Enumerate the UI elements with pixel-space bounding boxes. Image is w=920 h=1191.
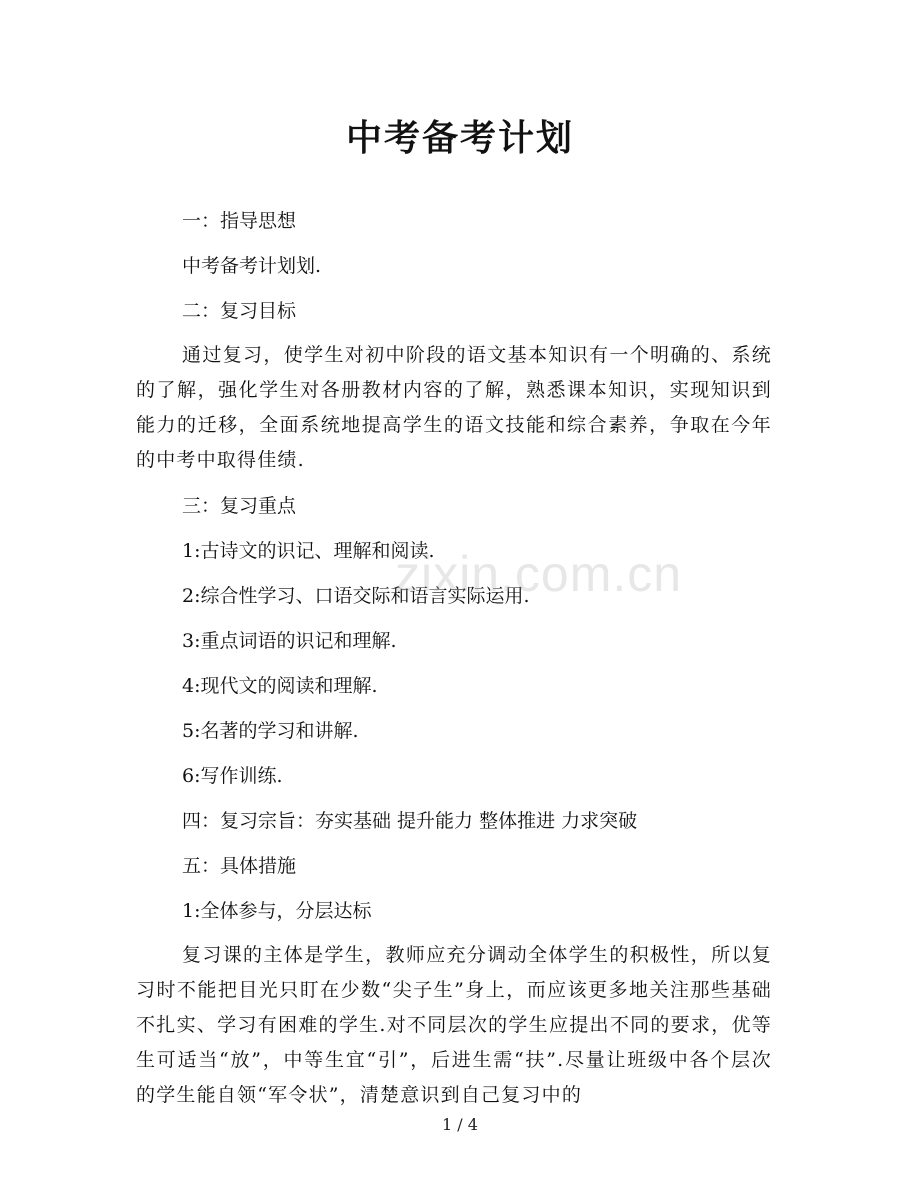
- list-item-focus-2: 2:综合性学习、口语交际和语言实际运用.: [182, 585, 530, 607]
- paragraph-review-goals: 通过复习，使学生对初中阶段的语文基本知识有一个明确的、系统的了解，强化学生对各册教材内容的了解，熟悉课本知识，实现知识到能力的迁移，全面系统地提高学生的语文技能和综合素养，争取在今年的中考中取得佳绩.: [136, 344, 772, 471]
- watermark: zixin.com.cn: [395, 546, 683, 602]
- page-number: 1 / 4: [442, 1115, 478, 1134]
- paragraph-full-participation: 复习课的主体是学生，教师应充分调动全体学生的积极性，所以复习时不能把目光只盯在少数“尖子生”身上，而应该更多地关注那些基础不扎实、学习有困难的学生.对不同层次的学生应提出不同的要求，优等生可适当“放”，中等生宜“引”，后进生需“扶”.尽量让班级中各个层次的学生能自领“军令状”，清楚意识到自己复习中的: [136, 944, 772, 1106]
- section-heading-specific-measures: 五：具体措施: [182, 855, 297, 877]
- subheading-full-participation: 1:全体参与，分层达标: [182, 900, 372, 922]
- section-heading-review-focus: 三：复习重点: [182, 495, 297, 517]
- section-heading-review-principle: 四：复习宗旨：夯实基础 提升能力 整体推进 力求突破: [182, 810, 638, 832]
- list-item-focus-1: 1:古诗文的识记、理解和阅读.: [182, 540, 435, 562]
- section-heading-review-goals: 二：复习目标: [182, 300, 297, 322]
- list-item-focus-3: 3:重点词语的识记和理解.: [182, 630, 397, 652]
- list-item-focus-5: 5:名著的学习和讲解.: [182, 720, 359, 742]
- list-item-focus-6: 6:写作训练.: [182, 765, 283, 787]
- section-heading-guiding-idea: 一：指导思想: [182, 210, 297, 232]
- list-item-focus-4: 4:现代文的阅读和理解.: [182, 675, 378, 697]
- document-title: 中考备考计划: [345, 117, 574, 159]
- document-body: [136, 199, 772, 1119]
- section-text-guiding-idea: 中考备考计划划.: [182, 255, 322, 277]
